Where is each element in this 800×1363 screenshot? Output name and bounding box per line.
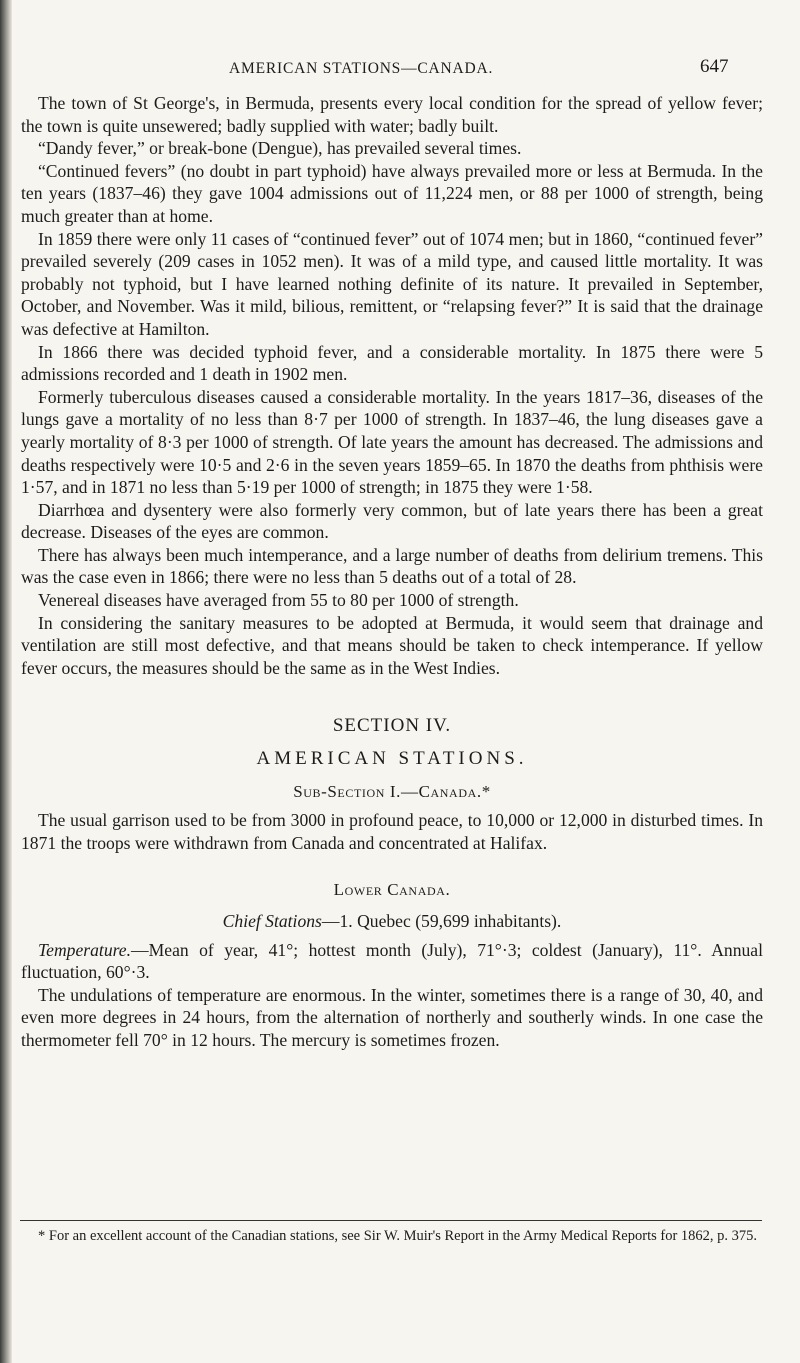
paragraph-st-georges: The town of St George's, in Bermuda, presents every local condition for the spread of yellow fever; the town is quite unsewered; badly supplied with water; badly built. bbox=[21, 93, 763, 136]
footnote: * For an excellent account of the Canadian stations, see Sir W. Muir's Report in the Army Medical Reports for 1862, p. 375. bbox=[38, 1228, 758, 1244]
paragraph-tuberculous: Formerly tuberculous diseases caused a considerable mortality. In the years 1817–36, diseases of the lungs gave a mortality of no less than 8·7 per 1000 of strength. In 1837–46, the lung diseases gave a yearly mortality of 8·3 per 1000 of strength. Of late years the amount has decreased. The admissions and deaths respectively were 10·5 and 2·6 in the seven years 1859–65. In 1870 the deaths from phthisis were 1·57, and in 1871 no less than 5·19 per 1000 of strength; in 1875 they were 1·58. bbox=[21, 386, 763, 498]
paragraph-1866-typhoid: In 1866 there was decided typhoid fever, and a considerable mortality. In 1875 there were 5 admissions recorded and 1 death in 1902 men. bbox=[21, 341, 763, 385]
footnote-rule bbox=[20, 1220, 762, 1221]
running-head: AMERICAN STATIONS—CANADA. bbox=[229, 60, 494, 77]
temperature-text: —Mean of year, 41°; hottest month (July), 71°·3; coldest (January), 11°. Annual fluctuation, 60°·3. bbox=[21, 939, 763, 983]
paragraph-dandy-fever: “Dandy fever,” or break-bone (Dengue), has prevailed several times. bbox=[38, 138, 522, 159]
paragraph-sanitary-measures: In considering the sanitary measures to be adopted at Bermuda, it would seem that drainage and ventilation are still most defective, and that means should be taken to check intemperance. If yellow fever occurs, the measures should be the same as in the West Indies. bbox=[21, 612, 763, 678]
paragraph-continued-fevers: “Continued fevers” (no doubt in part typhoid) have always prevailed more or less at Bermuda. In the ten years (1837–46) they gave 1004 admissions out of 11,224 men, or 88 per 1000 of strength, being much greater than at home. bbox=[21, 160, 763, 226]
paragraph-garrison: The usual garrison used to be from 3000 in profound peace, to 10,000 or 12,000 in disturbed times. In 1871 the troops were withdrawn from Canada and concentrated at Halifax. bbox=[21, 810, 763, 853]
page-number: 647 bbox=[700, 56, 729, 77]
main-text bbox=[21, 92, 763, 1052]
chief-stations-line bbox=[21, 910, 763, 933]
paragraph-diarrhoea: Diarrhœa and dysentery were also formerly very common, but of late years there has been a great decrease. Diseases of the eyes are common. bbox=[21, 499, 763, 543]
paragraph-venereal: Venereal diseases have averaged from 55 to 80 per 1000 of strength. bbox=[38, 590, 519, 611]
paragraph-temperature bbox=[21, 939, 763, 984]
section-heading: SECTION IV. bbox=[332, 715, 452, 737]
chief-stations-label: Chief Stations bbox=[222, 911, 322, 931]
part-heading: AMERICAN STATIONS. bbox=[256, 748, 528, 770]
paragraph-undulations: The undulations of temperature are enormous. In the winter, sometimes there is a range of 30, 40, and even more degrees in 24 hours, from the alternation of northerly and southerly winds. In one case the thermometer fell 70° in 12 hours. The mercury is sometimes frozen. bbox=[21, 984, 763, 1050]
paragraph-1859-fever: In 1859 there were only 11 cases of “continued fever” out of 1074 men; but in 1860, “continued fever” prevailed severely (209 cases in 1052 men). It was of a mild type, and caused little mortality. It was probably not typhoid, but I have learned nothing definite of its nature. It prevailed in September, October, and November. Was it mild, bilious, remittent, or “relapsing fever?” It is said that the drainage was defective at Hamilton. bbox=[21, 228, 763, 339]
paragraph-intemperance: There has always been much intemperance, and a large number of deaths from delirium tremens. This was the case even in 1866; there were no less than 5 deaths out of a total of 28. bbox=[21, 544, 763, 588]
subsection-heading: Sub-Section I.—Canada.* bbox=[293, 781, 491, 801]
lower-canada-heading: Lower Canada. bbox=[333, 880, 451, 900]
temperature-label: Temperature. bbox=[38, 939, 132, 960]
chief-stations-entry: —1. Quebec (59,699 inhabitants). bbox=[321, 911, 562, 931]
